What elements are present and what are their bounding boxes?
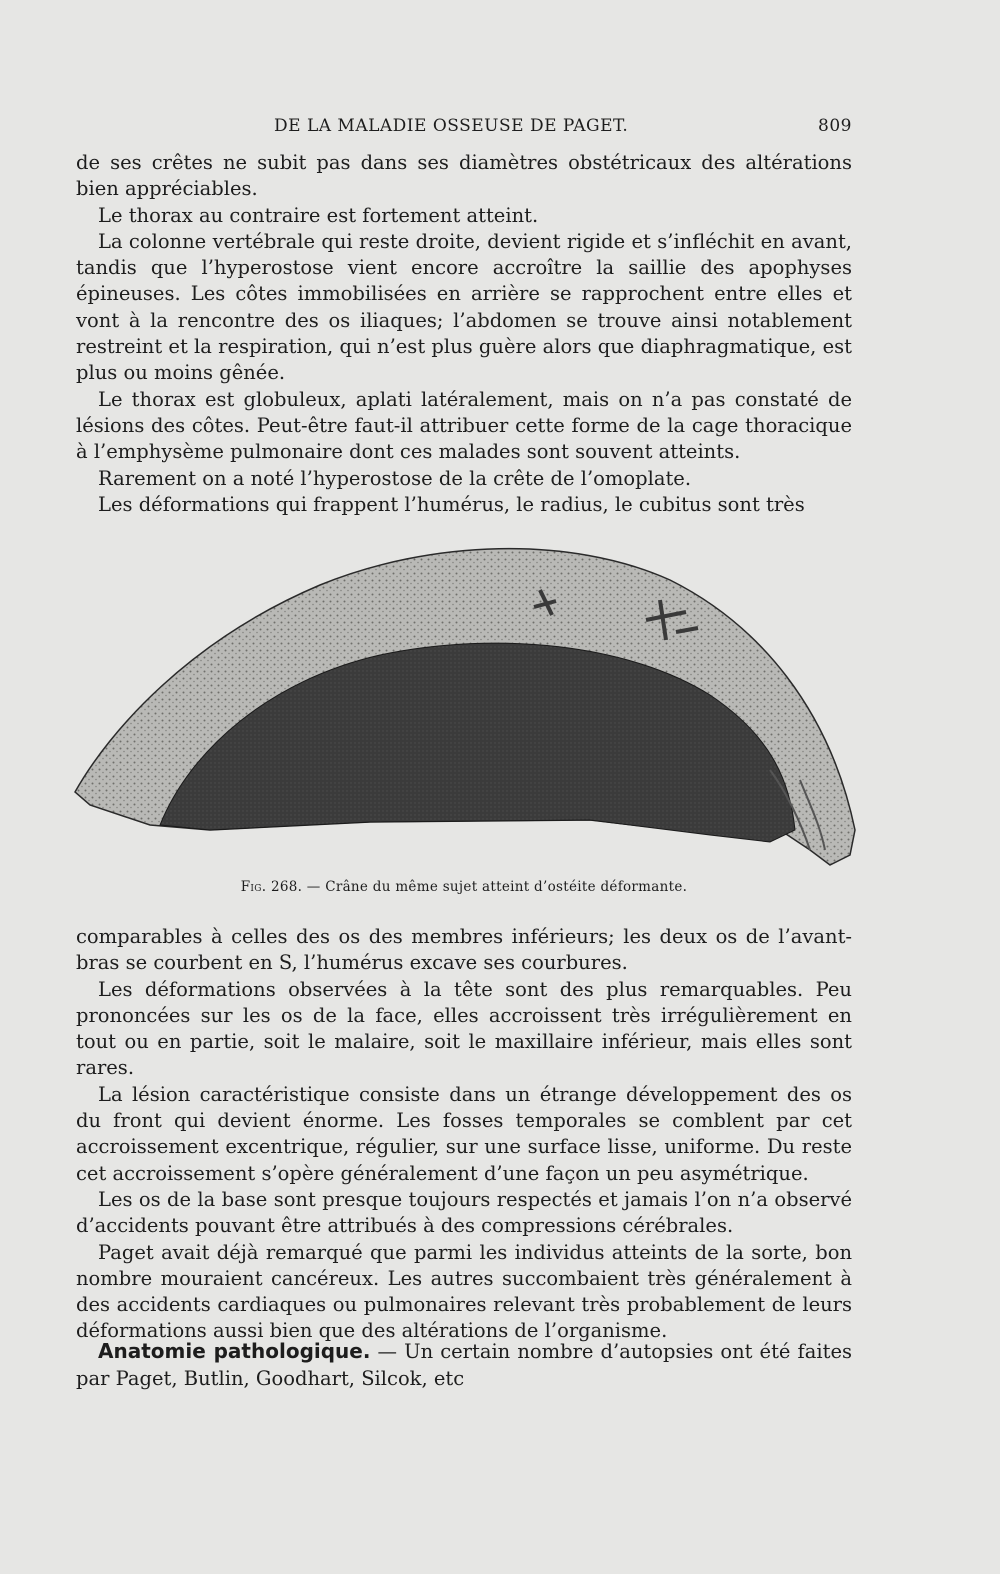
paragraph: Les déformations observées à la tête sont des plus remarquables. Peu prononcées sur les os de la face, elles accroissent très irrégulièrement en tout ou en partie, soit le malaire, soit le maxillaire inférieur, mais elles sont rares. xyxy=(76,977,852,1080)
text-block-bottom xyxy=(76,924,852,1345)
paragraph: Les déformations qui frappent l’humérus, le radius, le cubitus sont très xyxy=(98,492,805,516)
section-anatomie xyxy=(76,1338,852,1392)
paragraph: Les os de la base sont presque toujours respectés et jamais l’on n’a observé d’accidents pouvant être attribués à des compressions cérébrales. xyxy=(76,1187,852,1238)
figure-label: Fig. 268. xyxy=(240,879,303,895)
paragraph: Rarement on a noté l’hyperostose de la crête de l’omoplate. xyxy=(98,466,692,490)
figure-caption-text: — Crâne du même sujet atteint d’ostéite déformante. xyxy=(302,879,688,895)
figure-caption xyxy=(76,879,852,895)
skull-cap-illustration xyxy=(70,530,860,870)
skull-figure xyxy=(70,530,860,870)
paragraph: de ses crêtes ne subit pas dans ses diamètres obstétricaux des altérations bien appréciables. xyxy=(76,151,852,201)
paragraph: La lésion caractéristique consiste dans un étrange développement des os du front qui devient énorme. Les fosses temporales se comblent par cet accroissement excentrique, régulier, sur une surface lisse, uniforme. Du reste cet accroissement s’opère généralement d’une façon un peu asymétrique. xyxy=(76,1082,852,1185)
section-heading: Anatomie pathologique. xyxy=(98,1339,371,1363)
paragraph: Le thorax est globuleux, aplati latéralement, mais on n’a pas constaté de lésions des côtes. Peut-être faut-il attribuer cette forme de la cage thoracique à l’emphysème pulmonaire dont ces malades sont souvent atteints. xyxy=(76,387,852,464)
paragraph: La colonne vertébrale qui reste droite, devient rigide et s’infléchit en avant, tandis que l’hyperostose vient encore accroître la saillie des apophyses épineuses. Les côtes immobilisées en arrière se rapprochent entre elles et vont à la rencontre des os iliaques; l’abdomen se trouve ainsi notablement restreint et la respiration, qui n’est plus guère alors que diaphragmatique, est plus ou moins gênée. xyxy=(76,229,852,385)
paragraph: comparables à celles des os des membres inférieurs; les deux os de l’avant-bras se courbent en S, l’humérus excave ses courbures. xyxy=(76,925,852,975)
running-header xyxy=(76,116,852,140)
paragraph: Le thorax au contraire est fortement atteint. xyxy=(98,203,539,227)
section-text: — Un certain nombre d’autopsies ont été faites par Paget, Butlin, Goodhart, Silcok, etc xyxy=(76,1340,853,1390)
text-block-top xyxy=(76,150,852,518)
page-number: 809 xyxy=(818,116,852,136)
paragraph: Paget avait déjà remarqué que parmi les individus atteints de la sorte, bon nombre mouraient cancéreux. Les autres succombaient très généralement à des accidents cardiaques ou pulmonaires relevant très probablement de leurs déformations aussi bien que des altérations de l’organisme. xyxy=(76,1240,852,1343)
running-title: DE LA MALADIE OSSEUSE DE PAGET. xyxy=(274,116,629,136)
